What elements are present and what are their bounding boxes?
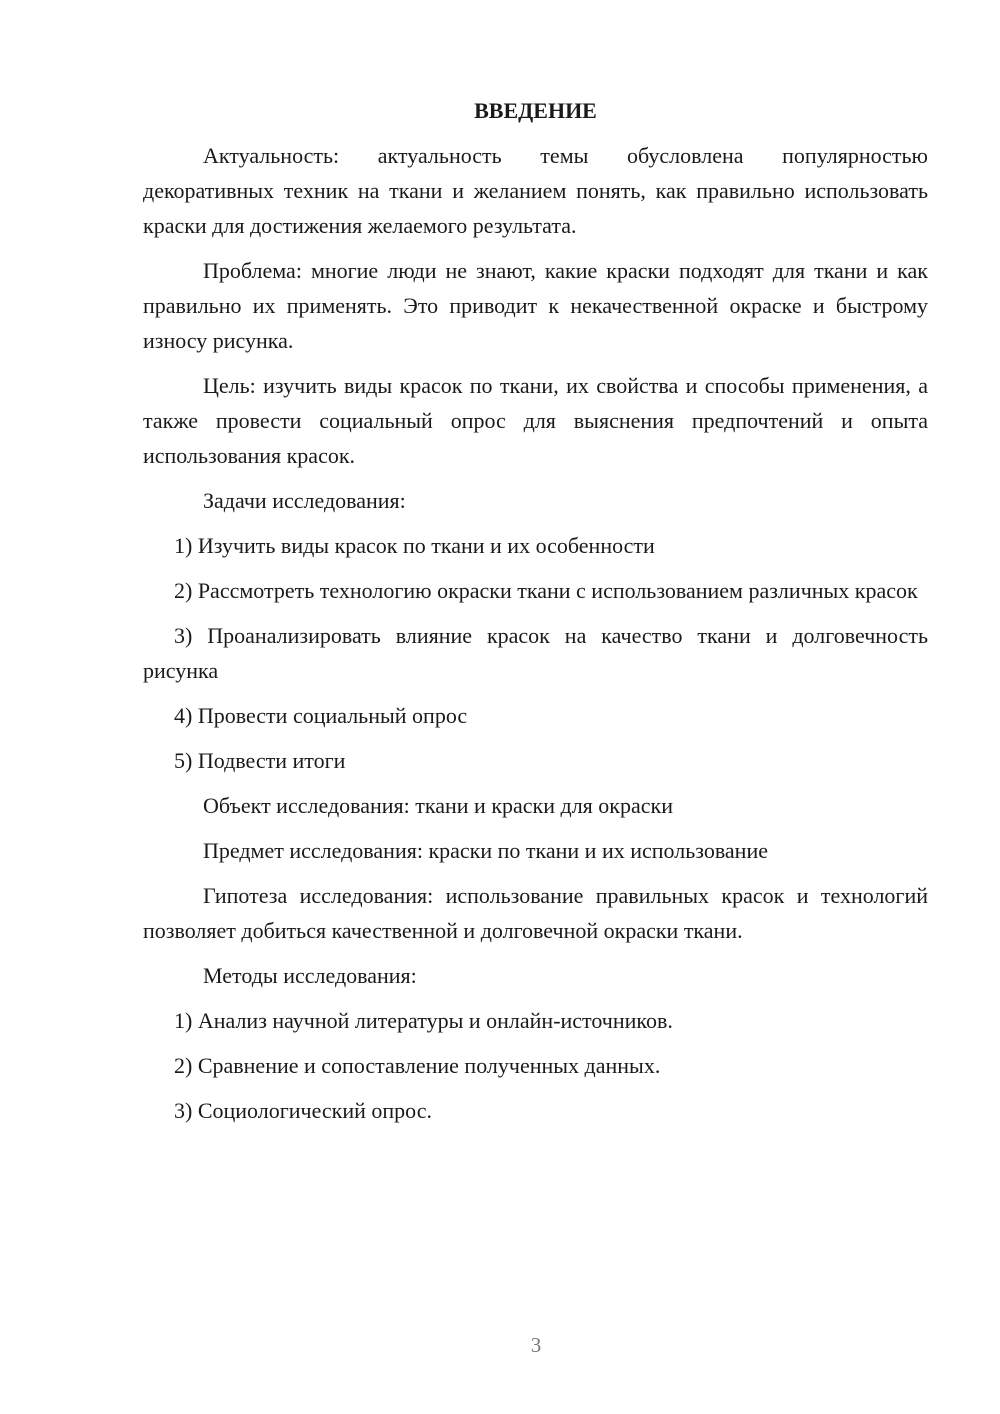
- task-item: 1) Изучить виды красок по ткани и их особенности: [174, 533, 655, 558]
- tasks-heading: Задачи исследования:: [203, 488, 406, 513]
- task-item: 5) Подвести итоги: [174, 748, 346, 773]
- page-number: 3: [530, 1333, 542, 1357]
- task-item: 4) Провести социальный опрос: [174, 703, 468, 728]
- page-content: [143, 93, 928, 1138]
- method-item: 3) Социологический опрос.: [174, 1098, 432, 1123]
- object-paragraph: Объект исследования: ткани и краски для окраски: [203, 793, 673, 818]
- method-item: 2) Сравнение и сопоставление полученных данных.: [174, 1053, 661, 1078]
- task-item: 3) Проанализировать влияние красок на качество ткани и долговечность рисунка: [143, 623, 928, 683]
- method-item: 1) Анализ научной литературы и онлайн-источников.: [174, 1008, 673, 1033]
- task-item: 2) Рассмотреть технологию окраски ткани с использованием различных красок: [174, 578, 918, 603]
- problem-paragraph: Проблема: многие люди не знают, какие краски подходят для ткани и как правильно их применять. Это приводит к некачественной окраске и быстрому износу рисунка.: [143, 258, 928, 353]
- page-title: ВВЕДЕНИЕ: [474, 98, 597, 123]
- methods-heading: Методы исследования:: [203, 963, 417, 988]
- relevance-paragraph: Актуальность: актуальность темы обусловлена популярностью декоративных техник на ткани и желанием понять, как правильно использовать краски для достижения желаемого результата.: [143, 143, 928, 238]
- goal-paragraph: Цель: изучить виды красок по ткани, их свойства и способы применения, а также провести социальный опрос для выяснения предпочтений и опыта использования красок.: [143, 373, 928, 468]
- hypothesis-paragraph: Гипотеза исследования: использование правильных красок и технологий позволяет добиться качественной и долговечной окраски ткани.: [143, 883, 928, 943]
- subject-paragraph: Предмет исследования: краски по ткани и их использование: [203, 838, 768, 863]
